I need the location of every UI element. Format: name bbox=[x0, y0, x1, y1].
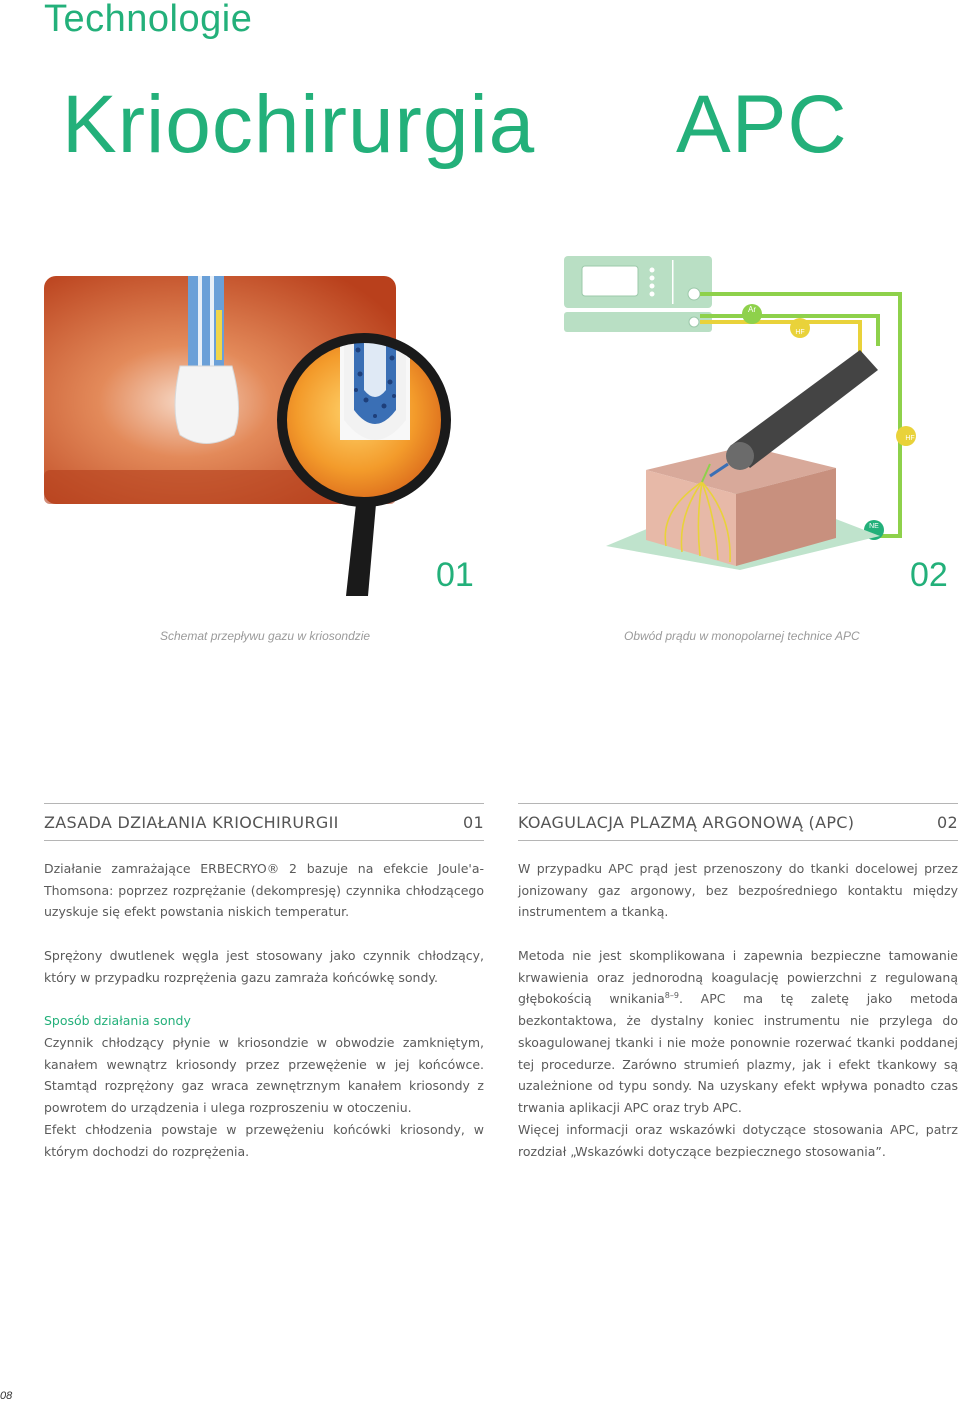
figure-number-left: 01 bbox=[436, 556, 474, 594]
apc-reference-superscript: 8–9 bbox=[664, 991, 679, 1001]
section-label: Technologie bbox=[44, 0, 253, 40]
cryo-paragraph-1: Działanie zamrażające ERBECRYO® 2 bazuje na efekcie Joule'a-Thomsona: poprzez rozprężanie (dekompresję) czynnika chłodzącego uzyskuje się efekt powstania niskich temperatur. bbox=[44, 861, 484, 920]
caption-right: Obwód prądu w monopolarnej technice APC bbox=[624, 629, 860, 643]
cryo-paragraph-2: Sprężony dwutlenek węgla jest stosowany jako czynnik chłodzący, który w przypadku rozprężenia gazu zamraża końcówkę sondy. bbox=[44, 948, 484, 985]
svg-text:HF: HF bbox=[795, 329, 805, 336]
caption-left: Schemat przepływu gazu w kriosondzie bbox=[160, 629, 371, 643]
title-cryosurgery: Kriochirurgia bbox=[62, 79, 536, 170]
page-number: 08 bbox=[0, 1390, 13, 1402]
heading-apc-number: 02 bbox=[937, 812, 958, 832]
apc-paragraph-2-part-b: . APC ma tę zaletę jako metoda bezkontaktowa, że dystalny koniec instrumentu nie przylega do skoagulowanej tkanki i nie może ponownie rozerwać tkanki poddanej tej procedurze. Zarówno strumień plazmy, jak i efekt tkankowy są uzależnione od typu sondy. Na uzyskany efekt wpływa ponadto czas trwania aplikacji APC oraz tryb APC. bbox=[518, 991, 958, 1115]
svg-text:Ar: Ar bbox=[748, 305, 756, 314]
apc-circuit-illustration bbox=[560, 250, 920, 570]
cryo-paragraph-4: Efekt chłodzenia powstaje w przewężeniu końcówki kriosondy, w którym dochodzi do rozprężenia. bbox=[44, 1122, 484, 1159]
cryoprobe-illustration bbox=[40, 270, 480, 600]
apc-paragraph-1: W przypadku APC prąd jest przenoszony do tkanki docelowej przez jonizowany gaz argonowy, bez bezpośredniego kontaktu między instrumentem a tkanką. bbox=[518, 861, 958, 920]
heading-cryosurgery-text: ZASADA DZIAŁANIA KRIOCHIRURGII bbox=[44, 812, 339, 832]
heading-apc bbox=[518, 803, 958, 841]
apc-paragraph-2-part-a: Metoda nie jest skomplikowana i zapewnia bezpieczne tamowanie krwawienia oraz jednorodną koagulację powierzchni z regulowaną głębokością wnikania bbox=[518, 948, 958, 1007]
apc-paragraph-3: Więcej informacji oraz wskazówki dotyczące stosowania APC, patrz rozdział „Wskazówki dotyczące bezpiecznego stosowania”. bbox=[518, 1122, 958, 1159]
svg-text:HF: HF bbox=[905, 435, 915, 442]
frozen-tip bbox=[175, 366, 239, 444]
cryo-paragraph-3: Czynnik chłodzący płynie w kriosondzie w obwodzie zamkniętym, kanałem wewnątrz kriosondy przez przewężenie w jej końcówce. Stamtąd rozprężony gaz wraca zewnętrznym kanałem kriosondy z powrotem do urządzenia i ulega rozproszeniu w otoczeniu. bbox=[44, 1035, 484, 1116]
svg-text:NE: NE bbox=[869, 523, 879, 530]
cryo-subheading: Sposób działania sondy bbox=[44, 1013, 191, 1028]
magnifier-handle bbox=[346, 504, 376, 596]
figure-number-right: 02 bbox=[910, 556, 948, 594]
apc-paragraph-2 bbox=[518, 945, 958, 1119]
title-apc: APC bbox=[676, 79, 848, 170]
heading-cryosurgery-number: 01 bbox=[463, 812, 484, 832]
heading-apc-text: KOAGULACJA PLAZMĄ ARGONOWĄ (APC) bbox=[518, 812, 855, 832]
hf-line bbox=[700, 322, 860, 360]
heading-cryosurgery bbox=[44, 803, 484, 841]
